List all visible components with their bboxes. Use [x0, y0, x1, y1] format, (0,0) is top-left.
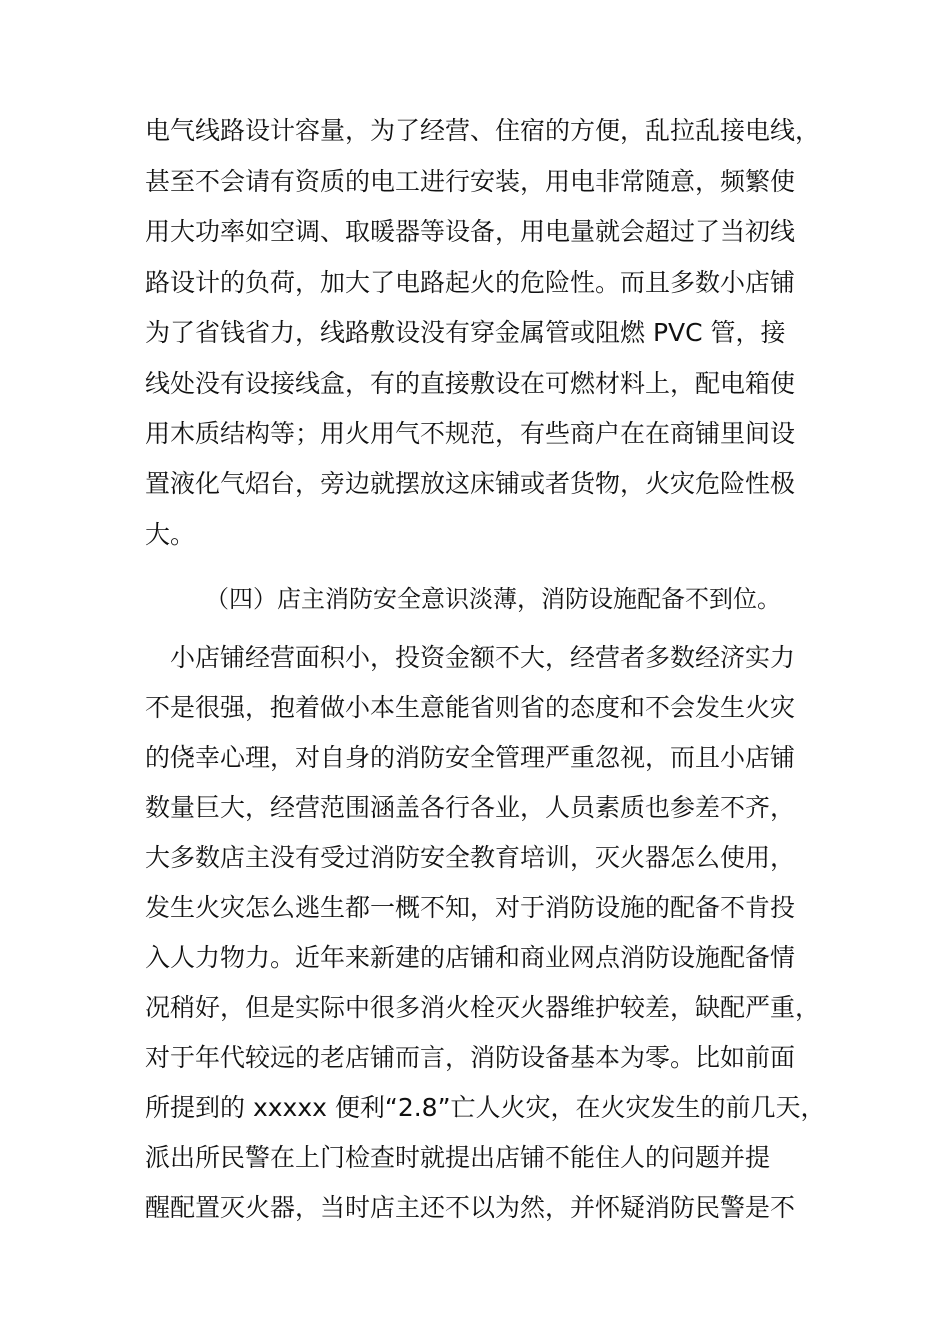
text-line: 所提到的 xxxxx 便利“2.8”亡人火灾，在火灾发生的前几天， [145, 1093, 826, 1122]
text-line: 发生火灾怎么逃生都一概不知，对于消防设施的配备不肯投 [145, 893, 796, 922]
text-line: 派出所民警在上门检查时就提出店铺不能住人的问题并提 [145, 1143, 771, 1172]
section-heading: （四）店主消防安全意识淡薄，消防设施配备不到位。 [205, 585, 781, 613]
text-line: 入人力物力。近年来新建的店铺和商业网点消防设施配备情 [145, 943, 796, 972]
text-line: 用木质结构等；用火用气不规范，有些商户在在商铺里间设 [145, 419, 796, 448]
text-line: 路设计的负荷，加大了电路起火的危险性。而且多数小店铺 [145, 268, 796, 297]
text-line: 大多数店主没有受过消防安全教育培训，灭火器怎么使用， [145, 843, 796, 872]
text-line: 线处没有设接线盒，有的直接敷设在可燃材料上，配电箱使 [145, 369, 796, 398]
text-line: 况稍好，但是实际中很多消火栓灭火器维护较差，缺配严重， [145, 993, 821, 1022]
text-line: 不是很强，抱着做小本生意能省则省的态度和不会发生火灾 [145, 693, 796, 722]
text-line: 小店铺经营面积小，投资金额不大，经营者多数经济实力 [170, 643, 796, 672]
text-line: 数量巨大，经营范围涵盖各行各业，人员素质也参差不齐， [145, 793, 796, 822]
text-line: 为了省钱省力，线路敷设没有穿金属管或阻燃 PVC 管，接 [145, 318, 786, 347]
text-line: 大。 [145, 520, 196, 549]
text-line: 醒配置灭火器，当时店主还不以为然，并怀疑消防民警是不 [145, 1193, 796, 1222]
text-line: 置液化气炤台，旁边就摆放这床铺或者货物，火灾危险性极 [145, 469, 796, 498]
text-line: 甚至不会请有资质的电工进行安装，用电非常随意，频繁使 [145, 167, 796, 196]
text-line: 对于年代较远的老店铺而言，消防设备基本为零。比如前面 [145, 1043, 796, 1072]
text-line: 电气线路设计容量，为了经营、住宿的方便，乱拉乱接电线， [145, 116, 821, 145]
text-line: 用大功率如空调、取暖器等设备，用电量就会超过了当初线 [145, 217, 796, 246]
text-line: 的侥幸心理，对自身的消防安全管理严重忽视，而且小店铺 [145, 743, 796, 772]
